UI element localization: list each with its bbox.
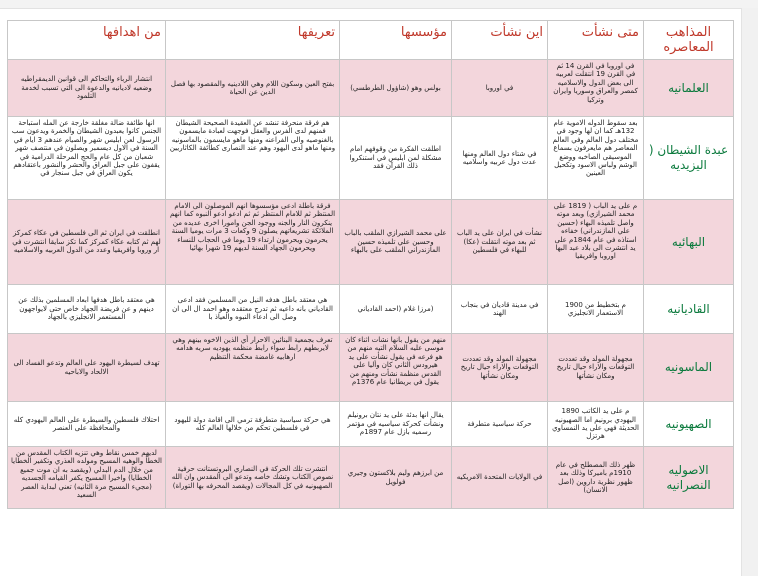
definition-cell: هي حركة سياسية متطرفة ترمي الى اقامة دولة لليهود في فلسطين تحكم من خلالها العالم كله xyxy=(166,402,340,447)
where-cell: مجهولة المولد وقد تعددت التوقعات والاراء حيال تاريخ ومكان نشأتها xyxy=(452,334,548,402)
header-doctrines: المذاهب المعاصره xyxy=(644,21,734,60)
goals-cell: انطلقت في ايران ثم الى فلسطين في عكاء كمركز لهم ثم كتابه عكاء كمركز كما تكز سايقا انتشرت في ار وروبا وافريقيا وعدد من الدول العربيه والاسلاميه xyxy=(8,200,166,285)
header-when: متى نشأت xyxy=(548,21,644,60)
definition-cell: هي معتقد باطل هدفه النيل من المسلمين فقد ادعى القادياني بانه داعيه ثم تدرج معتقده وهو احمد ال الى ان وصل الى ادعاء النبوه والعياذ با xyxy=(166,285,340,334)
when-cell: في اوروبا في القرن 14 ثم في القرن 19 انتقلت لعربيه الى بعض الدول والاسلاميه كمصر والعراق وسوريا وايران وتركيا xyxy=(548,60,644,117)
definition-cell: تعرف بجمعية البنائين الاحرار أي الذين الاخوه بينهم وهي لايربطهم رابط سواء رابط منظمه يهوديه سريه هدامه ارهابيه غامضة محكمة التنظيم xyxy=(166,334,340,402)
table-row-secularism xyxy=(8,60,734,117)
founder-cell: منهم من يقول بانها نشات اثناء كان موسى عليه السلام التيه منهم من هو فرعه في يقول نشأت على يد هيرودس الثاني كان وأليا على القدس منظمة نشأت ومنهم من يقول في بريطانيا عام 1376م xyxy=(340,334,452,402)
when-cell: بعد سقوط الدوله الاموية عام 132هـ كما ان لها وجود في مختلف دول العالم وفي العالم المعاصر هم مايعرفون بسماع الموسيقى الصاخبه ووضع الوشم ولباس الاسود وتكحيل العينين xyxy=(548,117,644,200)
viewer-top-bar xyxy=(0,0,758,9)
table-row-devil-worship xyxy=(8,117,734,200)
founder-cell: من ابرزهم وليم بلاكستون وجيري فولويل xyxy=(340,447,452,509)
header-goals: من اهدافها xyxy=(8,21,166,60)
when-cell: م على يد الكاتب 1890 اليهودي برونيم اما الصهيونيه الحديثة فهي على يد النمساوي هرتزل xyxy=(548,402,644,447)
when-cell: م بتخطيط من 1900 الاستعمار الانجليزي xyxy=(548,285,644,334)
where-cell: في الولايات المتحدة الامريكيه xyxy=(452,447,548,509)
doctrine-name-cell: الصهيونيه xyxy=(644,402,734,447)
goals-cell: احتلاك فلسطين والسيطرة على العالم اليهودي كله والمحافظة على العنصر xyxy=(8,402,166,447)
definition-cell: فرقة باطلة ادعى مؤسسوها انهم الموصلون الى الامام المنتظر ثم للامام المنتظر ثم ثم ادعو ادعو النبوه كما انهم ينكرون النار والجنه ووجود الجن وامورا اخرى عديده من الملائكة تشريعاتهم يصلون 9 وكعات 3 مرات يوميا السنة يحرمون ويحرمون ارتداء 19 يوما في الحجاب للنساء ويحرمون الجهاد السنة لديهم 19 شهرا بهائيا xyxy=(166,200,340,285)
when-cell: م على يد الباب ( 1819 على محمد الشيرازي) وبعد موته واصل تلميذه البهاء (حسين علي المازندراني) خفاءه استاذه في عام 1844م على يد انتشرت الى بلاد عبد البها اوروبا وافريقيا xyxy=(548,200,644,285)
header-where: اين نشأت xyxy=(452,21,548,60)
goals-cell: لديهم خمس نقاط وهي تنزيه الكتاب المقدس من الخطأ والوهيه المسيح ومولده العذري وتكفير الخطايا من خلال الدم البدلي (ويقصد به ان موت جميع الخطايا) واخيرا المسيح يكفر القيامه الجسديه (مجيء المسيح مرة الثانيه) تعني لبداية العصر السعيد xyxy=(8,447,166,509)
founder-cell: اطلقت الفكرة من وقوفهم امام مشكلة لمن ابليس في استنكروا ذلك القرآن فقد xyxy=(340,117,452,200)
header-founder: مؤسسها xyxy=(340,21,452,60)
goals-cell: هي معتقد باطل هدفها ابعاد المسلمين بذلك عن دينهم و عن فريضة الجهاد خاص حتى لايواجهون المستعمر الانجليزي بالجهاد xyxy=(8,285,166,334)
doctrine-name-cell: عبدة الشيطان ( اليزيديه xyxy=(644,117,734,200)
doctrine-name-cell: الماسونيه xyxy=(644,334,734,402)
founder-cell: يقال انها بدئة على يد نتان برونيلم ونشأت كحركة سياسيه في مؤتمر رسميه بازل عام 1897م xyxy=(340,402,452,447)
table-row-bahaism xyxy=(8,200,734,285)
header-definition: تعريفها xyxy=(166,21,340,60)
table-row-qadianism xyxy=(8,285,734,334)
doctrine-name-cell: القاديانيه xyxy=(644,285,734,334)
founder-cell: (مرزا غلام (احمد القادياني xyxy=(340,285,452,334)
vertical-scrollbar[interactable] xyxy=(741,8,758,576)
where-cell: نشأت في ايران على يد الباب ثم بعد موته انتقلت (عكا) للبهاء في فلسطين xyxy=(452,200,548,285)
doctrines-table xyxy=(7,20,734,509)
where-cell: في اوروبا xyxy=(452,60,548,117)
goals-cell: انتشار الرباء والتحاكم الى قوانين الديمقراطيه وضعيه لاديانيه والدعوة الى التي تسبب لخدمة التلمود xyxy=(8,60,166,117)
doctrine-name-cell: البهائيه xyxy=(644,200,734,285)
when-cell: مجهولة المولد وقد تعددت التوقعات والاراء حيال تاريخ ومكان نشأتها xyxy=(548,334,644,402)
doctrine-name-cell: العلمانيه xyxy=(644,60,734,117)
goals-cell: تهدف لسيطرة اليهود على العالم وتدعو الفساد الى الالحاد والاباحيه xyxy=(8,334,166,402)
table-row-christian-fundamentalism xyxy=(8,447,734,509)
founder-cell: بولس وهو (شاؤول الطرطسي) xyxy=(340,60,452,117)
table-row-zionism xyxy=(8,402,734,447)
definition-cell: بفتح العين وسكون اللام وهي اللادينيه والمقصود بها فصل الدين عن الحياة xyxy=(166,60,340,117)
doctrine-name-cell: الاصوليه النصرانيه xyxy=(644,447,734,509)
header-row xyxy=(8,21,734,60)
when-cell: ظهر ذلك المصطلح في عام 1910م باميركا وذلك بعد ظهور نظرية داروين (اصل الانسان) xyxy=(548,447,644,509)
table-row-freemasonry xyxy=(8,334,734,402)
definition-cell: انتشرت تلك الحركة في النصاري البروتستانت حرفية نصوص الكتاب وتشك خاصه وتدعو الى المقدس وان الله الصهيونيه في كل المجالات (ويقصد المحرفه بها التوراة) xyxy=(166,447,340,509)
where-cell: في مدينة قاديان في بنجاب الهند xyxy=(452,285,548,334)
goals-cell: انها طائفة ضالة مغلقة خارجة عن المله استباحة الجنس كانوا يعبدون الشيطان والخمرة ويدعون سب الرسول لعن ابليس شهر والصيام عندهم 3 ايام في السنة في الاول ديسمبر ويصلون في منتصف شهر شعبان من كل عام والحج المرحلة الدرامية في يقفون على جبل العراق والحشر والنشور باعتقادهم يكون العراق في جبل سنجار في xyxy=(8,117,166,200)
where-cell: حركة سياسية متطرفة xyxy=(452,402,548,447)
founder-cell: على محمد الشيرازي الملقب بالباب وحسين علي تلميذه حسين المازندراني الملقب على بالبهاء xyxy=(340,200,452,285)
definition-cell: هم فرقة منحرفة تنشد عن العقيدة الصحيحة الشيطان فمنهم لدى الفرس والعقل فوجهت لعبادة مايسمون بالغنوصيه والى الفراعنه ومنها ماهو مايسمون بالماسونيه ومنها ماهو لدى اليهود وهم عند النصارى كطائفة الكاثاريين xyxy=(166,117,340,200)
where-cell: في شتاء دول العالم ومنها عدت دول عربيه واسلاميه xyxy=(452,117,548,200)
